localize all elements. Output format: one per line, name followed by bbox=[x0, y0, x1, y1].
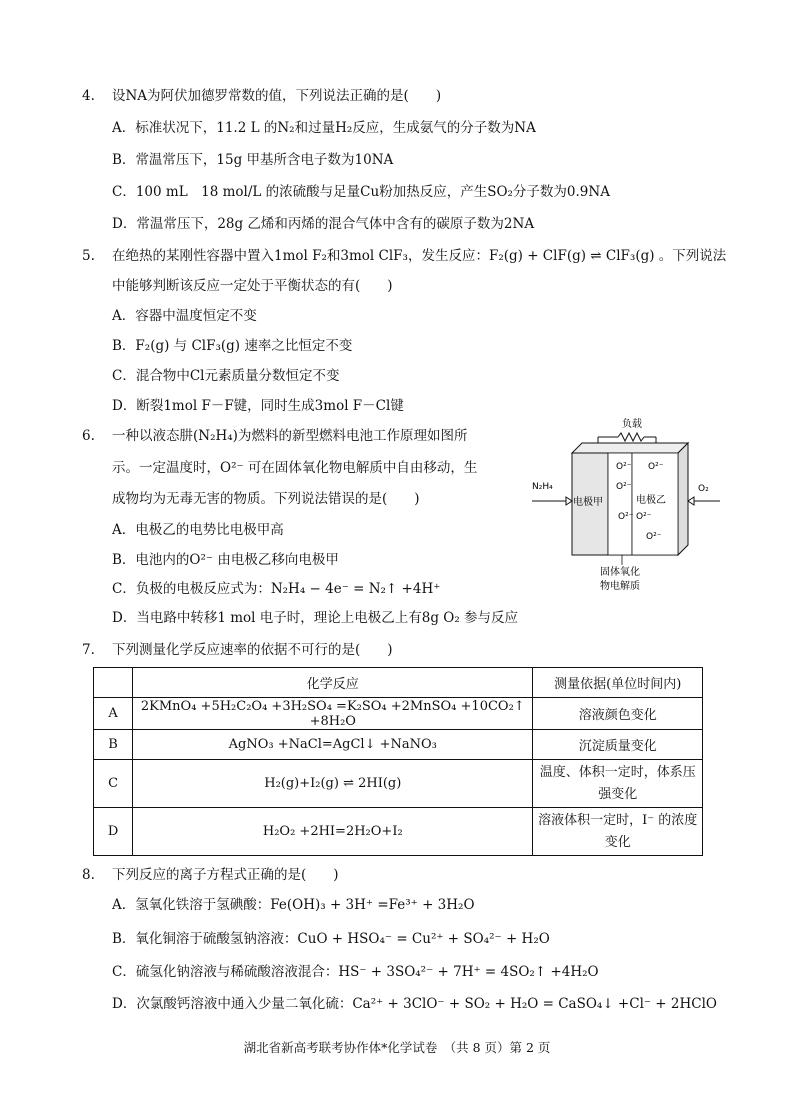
electrolyte-caption-line1: 固体氧化 bbox=[600, 567, 640, 578]
question-5-stem: 5. 在绝热的某刚性容器中置入1mol F₂和3mol ClF₃，发生反应：F₂(g) + ClF(g) ⇌ ClF₃(g) 。下列说法 bbox=[82, 248, 727, 264]
q4-option-d: D．常温常压下，28g 乙烯和丙烯的混合气体中含有的碳原子数为2NA bbox=[112, 216, 535, 232]
fuel-cell-diagram bbox=[530, 415, 730, 595]
question-6-stem: 6. 一种以液态肼(N₂H₄)为燃料的新型燃料电池工作原理如图所 bbox=[82, 428, 468, 444]
fuel-input-label: N₂H₄ bbox=[532, 482, 553, 492]
reaction-table bbox=[93, 667, 703, 856]
q5-option-c: C．混合物中Cl元素质量分数恒定不变 bbox=[112, 368, 340, 384]
ion-label: O²⁻ bbox=[636, 512, 652, 522]
question-6-stem-line2: 示。一定温度时，O²⁻ 可在固体氧化物电解质中自由移动，生 bbox=[112, 460, 478, 476]
table-cell: C bbox=[94, 760, 133, 808]
q5-option-d: D．断裂1mol F－F键，同时生成3mol F－Cl键 bbox=[112, 398, 404, 414]
q6-option-d: D．当电路中转移1 mol 电子时，理论上电极乙上有8g O₂ 参与反应 bbox=[112, 610, 519, 626]
question-7-stem: 7. 下列测量化学反应速率的依据不可行的是( ) bbox=[82, 642, 393, 658]
load-label: 负载 bbox=[622, 419, 642, 430]
fuel-cell-svg bbox=[530, 415, 730, 595]
table-cell: 温度、体积一定时，体系压强变化 bbox=[533, 760, 703, 808]
ion-label: O²⁻ bbox=[618, 512, 634, 522]
ion-label: O²⁻ bbox=[616, 482, 632, 492]
table-header bbox=[94, 668, 133, 698]
table-cell: B bbox=[94, 730, 133, 760]
q4-option-a: A．标准状况下，11.2 L 的N₂和过量H₂反应，生成氨气的分子数为NA bbox=[112, 120, 536, 136]
question-number: 8. bbox=[82, 867, 95, 883]
table-cell: 溶液体积一定时，I⁻ 的浓度变化 bbox=[533, 808, 703, 856]
table-header: 化学反应 bbox=[133, 668, 533, 698]
table-header-row bbox=[94, 668, 703, 698]
q5-option-b: B．F₂(g) 与 ClF₃(g) 速率之比恒定不变 bbox=[112, 338, 353, 354]
table-row bbox=[94, 760, 703, 808]
arrow-right-icon bbox=[566, 497, 572, 505]
question-8-stem: 8. 下列反应的离子方程式正确的是( ) bbox=[82, 867, 339, 883]
electrode-b-label: 电极乙 bbox=[636, 495, 666, 506]
electrode-a-label: 电极甲 bbox=[573, 497, 603, 508]
question-number: 4. bbox=[82, 88, 95, 104]
table-cell: A bbox=[94, 698, 133, 730]
q8-option-a: A．氢氧化铁溶于氢碘酸：Fe(OH)₃ + 3H⁺ =Fe³⁺ + 3H₂O bbox=[112, 897, 475, 913]
table-cell: H₂(g)+I₂(g) ⇌ 2HI(g) bbox=[133, 760, 533, 808]
q8-option-c: C．硫氢化钠溶液与稀硫酸溶液混合：HS⁻ + 3SO₄²⁻ + 7H⁺ = 4SO₂↑ +4H₂O bbox=[112, 964, 599, 980]
question-number: 6. bbox=[82, 428, 95, 444]
q6-option-c: C．负极的电极反应式为：N₂H₄ − 4e⁻ = N₂↑ +4H⁺ bbox=[112, 581, 441, 597]
question-number: 7. bbox=[82, 642, 95, 658]
table-header: 测量依据(单位时间内) bbox=[533, 668, 703, 698]
table-cell: D bbox=[94, 808, 133, 856]
table-cell: H₂O₂ +2HI=2H₂O+I₂ bbox=[133, 808, 533, 856]
ion-label: O²⁻ bbox=[648, 462, 664, 472]
page-footer: 湖北省新高考联考协作体*化学试卷 （共 8 页）第 2 页 bbox=[243, 1040, 551, 1055]
question-6-stem-line3: 成物均为无毒无害的物质。下列说法错误的是( ) bbox=[112, 491, 420, 507]
q5-option-a: A．容器中温度恒定不变 bbox=[112, 308, 257, 324]
q4-option-b: B．常温常压下，15g 甲基所含电子数为10NA bbox=[112, 152, 394, 168]
arrow-left-icon bbox=[688, 497, 694, 505]
q8-option-d: D．次氯酸钙溶液中通入少量二氧化硫：Ca²⁺ + 3ClO⁻ + SO₂ + H₂O = CaSO₄↓ +Cl⁻ + 2HClO bbox=[112, 996, 717, 1012]
q8-option-b: B．氧化铜溶于硫酸氢钠溶液：CuO + HSO₄⁻ = Cu²⁺ + SO₄²⁻ + H₂O bbox=[112, 931, 550, 947]
q4-option-c: C．100 mL 18 mol/L 的浓硫酸与足量Cu粉加热反应，产生SO₂分子数为0.9NA bbox=[112, 184, 610, 200]
table-row bbox=[94, 730, 703, 760]
table-cell: 溶液颜色变化 bbox=[533, 698, 703, 730]
q6-option-b: B．电池内的O²⁻ 由电极乙移向电极甲 bbox=[112, 552, 339, 568]
table-row bbox=[94, 808, 703, 856]
oxidant-input-label: O₂ bbox=[698, 484, 709, 494]
table-row bbox=[94, 698, 703, 730]
table-cell: 2KMnO₄ +5H₂C₂O₄ +3H₂SO₄ =K₂SO₄ +2MnSO₄ +10CO₂↑ +8H₂O bbox=[133, 698, 533, 730]
resistor-icon bbox=[618, 433, 644, 441]
question-5-stem-line2: 中能够判断该反应一定处于平衡状态的有( ) bbox=[112, 278, 393, 294]
question-number: 5. bbox=[82, 248, 95, 264]
table-cell: AgNO₃ +NaCl=AgCl↓ +NaNO₃ bbox=[133, 730, 533, 760]
question-4-stem: 4. 设NA为阿伏加德罗常数的值，下列说法正确的是( ) bbox=[82, 88, 442, 104]
ion-label: O²⁻ bbox=[616, 462, 632, 472]
electrolyte-caption-line2: 物电解质 bbox=[600, 581, 640, 592]
q6-option-a: A．电极乙的电势比电极甲高 bbox=[112, 522, 284, 538]
table-cell: 沉淀质量变化 bbox=[533, 730, 703, 760]
ion-label: O²⁻ bbox=[646, 532, 662, 542]
